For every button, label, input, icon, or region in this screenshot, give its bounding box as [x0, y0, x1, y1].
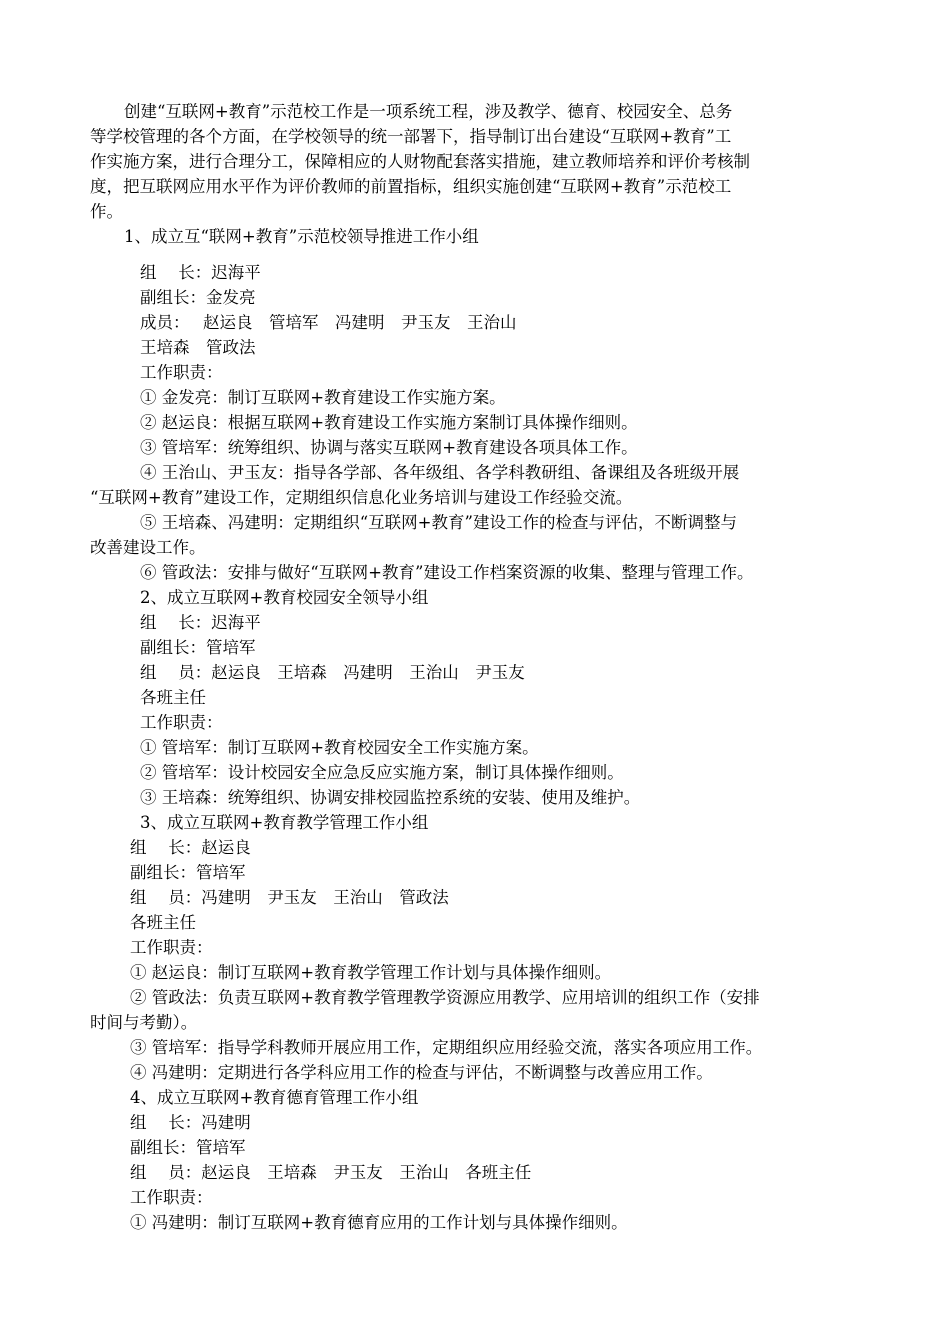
section-3-heading: 3、成立互联网+教育教学管理工作小组 — [140, 813, 429, 832]
s1-leader: 组 长：迟海平 — [140, 263, 261, 282]
s3-duty-2: ② 管政法：负责互联网+教育教学管理教学资源应用教学、应用培训的组织工作（安排 — [130, 988, 760, 1007]
intro-line-2: 等学校管理的各个方面，在学校领导的统一部署下，指导制订出台建设“互联网+教育”工 — [90, 127, 732, 146]
s1-members: 成员： 赵运良 管培军 冯建明 尹玉友 王治山 — [140, 313, 517, 332]
s2-duty-1: ① 管培军：制订互联网+教育校园安全工作实施方案。 — [140, 738, 539, 757]
s1-duty-1: ① 金发亮：制订互联网+教育建设工作实施方案。 — [140, 388, 506, 407]
section-4-heading: 4、成立互联网+教育德育管理工作小组 — [130, 1088, 419, 1107]
s3-members: 组 员：冯建明 尹玉友 王治山 管政法 — [130, 888, 449, 907]
s1-deputy: 副组长：金发亮 — [140, 288, 256, 307]
intro-line-5: 作。 — [90, 202, 123, 221]
s1-duties-label: 工作职责： — [140, 363, 223, 382]
s1-duty-6: ⑥ 管政法：安排与做好“互联网+教育”建设工作档案资源的收集、整理与管理工作。 — [140, 563, 754, 582]
s3-duty-3: ③ 管培军：指导学科教师开展应用工作，定期组织应用经验交流，落实各项应用工作。 — [130, 1038, 763, 1057]
s3-duty-4: ④ 冯建明：定期进行各学科应用工作的检查与评估，不断调整与改善应用工作。 — [130, 1063, 713, 1082]
s1-duty-5: ⑤ 王培森、冯建明：定期组织“互联网+教育”建设工作的检查与评估，不断调整与 — [140, 513, 737, 532]
s3-duties-label: 工作职责： — [130, 938, 213, 957]
s3-deputy: 副组长：管培军 — [130, 863, 246, 882]
section-2-heading: 2、成立互联网+教育校园安全领导小组 — [140, 588, 429, 607]
s1-duty-5-cont: 改善建设工作。 — [90, 538, 206, 557]
s1-members-cont: 王培森 管政法 — [140, 338, 256, 357]
s3-members-cont: 各班主任 — [130, 913, 196, 932]
s1-duty-2: ② 赵运良：根据互联网+教育建设工作实施方案制订具体操作细则。 — [140, 413, 638, 432]
s2-leader: 组 长：迟海平 — [140, 613, 261, 632]
s2-members: 组 员：赵运良 王培森 冯建明 王治山 尹玉友 — [140, 663, 525, 682]
intro-line-3: 作实施方案，进行合理分工，保障相应的人财物配套落实措施，建立教师培养和评价考核制 — [90, 152, 750, 171]
s4-members: 组 员：赵运良 王培森 尹玉友 王治山 各班主任 — [130, 1163, 532, 1182]
s3-leader: 组 长：赵运良 — [130, 838, 251, 857]
s2-duty-2: ② 管培军：设计校园安全应急反应实施方案，制订具体操作细则。 — [140, 763, 624, 782]
s4-leader: 组 长：冯建明 — [130, 1113, 251, 1132]
s2-deputy: 副组长：管培军 — [140, 638, 256, 657]
s3-duty-2-cont: 时间与考勤）。 — [90, 1013, 198, 1032]
s1-duty-4-cont: “互联网+教育”建设工作，定期组织信息化业务培训与建设工作经验交流。 — [90, 488, 633, 507]
s4-duties-label: 工作职责： — [130, 1188, 213, 1207]
s3-duty-1: ① 赵运良：制订互联网+教育教学管理工作计划与具体操作细则。 — [130, 963, 612, 982]
s2-duties-label: 工作职责： — [140, 713, 223, 732]
s1-duty-3: ③ 管培军：统筹组织、协调与落实互联网+教育建设各项具体工作。 — [140, 438, 638, 457]
s2-members-cont: 各班主任 — [140, 688, 206, 707]
intro-line-1: 创建“互联网+教育”示范校工作是一项系统工程，涉及教学、德育、校园安全、总务 — [124, 102, 733, 121]
s1-duty-4: ④ 王治山、尹玉友：指导各学部、各年级组、各学科教研组、备课组及各班级开展 — [140, 463, 740, 482]
s4-deputy: 副组长：管培军 — [130, 1138, 246, 1157]
s4-duty-1: ① 冯建明：制订互联网+教育德育应用的工作计划与具体操作细则。 — [130, 1213, 628, 1232]
s2-duty-3: ③ 王培森：统筹组织、协调安排校园监控系统的安装、使用及维护。 — [140, 788, 641, 807]
intro-line-4: 度，把互联网应用水平作为评价教师的前置指标，组织实施创建“互联网+教育”示范校工 — [90, 177, 732, 196]
section-1-heading: 1、成立互“联网+教育”示范校领导推进工作小组 — [124, 227, 479, 246]
